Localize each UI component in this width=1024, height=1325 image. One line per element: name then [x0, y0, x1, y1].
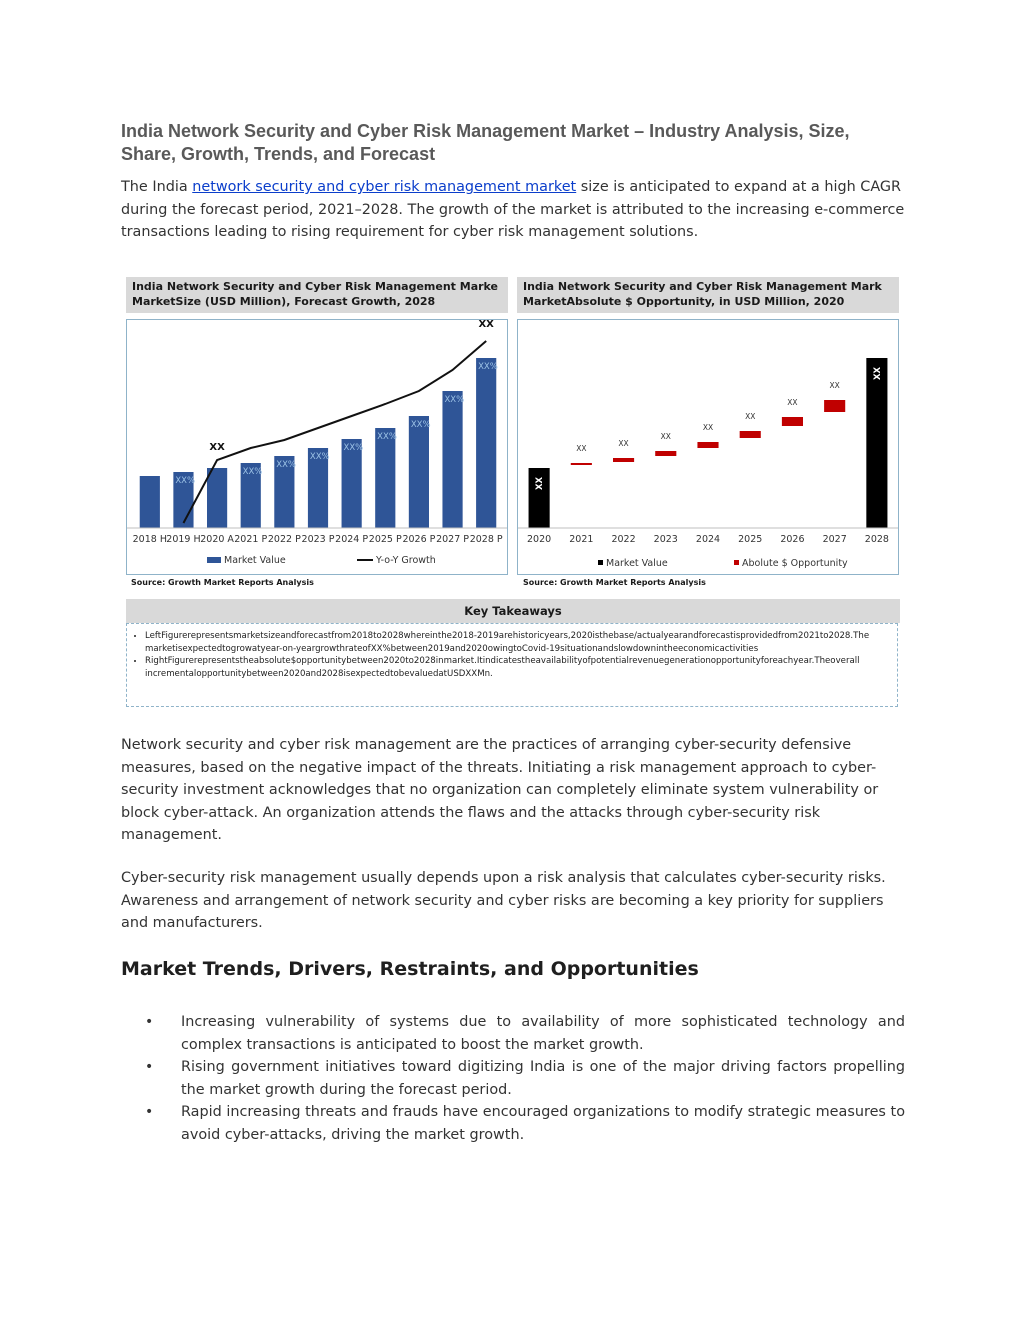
market-value-bar: [207, 468, 227, 528]
opportunity-bar: [782, 417, 803, 426]
bar-label: XX%: [175, 476, 196, 486]
takeaway-item: • RightFigurerepresentstheabsolute$opportunitybetween2020to2028inmarket.Itindicatestheavailabilityofpotentialrevenuegenerationopportunityforeachyear.Theoverall incrementalopportunitybetween2020and2028isexpectedtobevaluedatUSDXXMn.: [145, 655, 893, 680]
drivers-list: [121, 1011, 905, 1146]
line-data-label: XX: [478, 320, 494, 330]
right-chart-title: [517, 277, 899, 313]
section-heading: Market Trends, Drivers, Restraints, and Opportunities: [121, 958, 699, 980]
right-chart-title-line2: MarketAbsolute $ Opportunity, in USD Million, 2020: [523, 295, 845, 308]
key-takeaways-heading: Key Takeaways: [126, 599, 900, 623]
intro-text-start: The India: [121, 179, 193, 195]
opportunity-bar: [613, 458, 634, 462]
legend-swatch-market-value: [598, 560, 603, 565]
legend-swatch-opportunity: [734, 560, 739, 565]
x-tick-label: 2023 P: [301, 534, 335, 545]
left-chart-title-line2: MarketSize (USD Million), Forecast Growth, 2028: [132, 295, 436, 308]
opportunity-bar: [655, 451, 676, 456]
x-tick-label: 2028: [864, 534, 889, 545]
market-value-bar: [140, 476, 160, 528]
x-tick-label: 2026: [780, 534, 805, 545]
right-chart-box: [517, 319, 899, 575]
x-tick-label: 2024: [695, 534, 721, 545]
x-tick-label: 2021 P: [234, 534, 268, 545]
right-source: Source: Growth Market Reports Analysis: [523, 578, 706, 587]
legend-swatch-market-value: [207, 557, 221, 563]
x-tick-label: 2028 P: [469, 534, 503, 545]
x-tick-label: 2026 P: [402, 534, 436, 545]
x-tick-label: 2023: [653, 534, 678, 545]
left-chart-box: [126, 319, 508, 575]
intro-text-end: size is anticipated to expand at a high CAGR during the forecast period, 2021–2028. The growth of the market is attributed to the increasing e-commerce transactions leading to rising requirement for cyber risk management solutions.: [121, 179, 905, 240]
bar-label: XX%: [309, 452, 330, 462]
x-tick-label: 2024 P: [335, 534, 369, 545]
definition-paragraph: Network security and cyber risk management are the practices of arranging cyber-security defensive measures, based on the negative impact of the threats. Initiating a risk management approach to cyber-security investment acknowledges that no organization can completely eliminate system vulnerability or block cyber-attack. An organization attends the flaws and the attacks through cyber-security risk management.: [121, 737, 879, 843]
takeaway-item: • LeftFigurerepresentsmarketsizeandforecastfrom2018to2028whereinthe2018-2019arehistoricyears,2020isthebase/actualyearandforecastisprovidedfrom2021to2028.The marketisexpectedtogrowatyear-on-yeargrowthrateofXX%between2019and2020owingtoCovid-19situationandslowdownintheeconomicactivities: [145, 630, 893, 655]
bar-data-label: XX: [872, 366, 883, 380]
bar-label: XX%: [410, 420, 431, 430]
list-item: • Rapid increasing threats and frauds have encouraged organizations to modify strategic measures to avoid cyber-attacks, driving the market growth.: [121, 1101, 905, 1146]
article: [121, 120, 905, 244]
bar-data-label: XX: [787, 398, 798, 407]
market-value-bar: [476, 358, 496, 528]
list-item: • Rising government initiatives toward digitizing India is one of the major driving factors propelling the market growth during the forecast period.: [121, 1056, 905, 1101]
opportunity-bar: [824, 400, 845, 412]
opportunity-bar: [571, 463, 592, 465]
bar-data-label: XX: [660, 432, 671, 441]
bar-data-label: XX: [829, 381, 840, 390]
list-item: • Increasing vulnerability of systems due to availability of more sophisticated technology and complex transactions is anticipated to boost the market growth.: [121, 1011, 905, 1056]
left-source: Source: Growth Market Reports Analysis: [131, 578, 314, 587]
key-takeaways-box: [126, 623, 898, 707]
legend-label-yoy: Y-o-Y Growth: [376, 555, 436, 566]
bar-label: XX%: [343, 443, 364, 453]
market-figure: [126, 277, 900, 709]
page-title: India Network Security and Cyber Risk Management Market – Industry Analysis, Size, Share, Growth, Trends, and Forecast: [121, 121, 850, 164]
x-tick-label: 2025: [738, 534, 763, 545]
legend-label-opportunity: Abolute $ Opportunity: [742, 558, 848, 569]
left-chart-title-line1: India Network Security and Cyber Risk Management Marke: [132, 280, 499, 293]
bar-label: XX%: [242, 467, 263, 477]
x-tick-label: 2019 H: [166, 534, 201, 545]
x-tick-label: 2018 H: [132, 534, 167, 545]
line-data-label: XX: [209, 442, 225, 453]
bar-label: XX%: [478, 362, 498, 372]
market-link[interactable]: network security and cyber risk management market: [192, 179, 577, 195]
x-tick-label: 2027 P: [436, 534, 470, 545]
x-tick-label: 2020: [527, 534, 552, 545]
yoy-growth-line: [183, 341, 486, 523]
bar-data-label: XX: [702, 423, 714, 432]
legend-label-market-value: Market Value: [224, 555, 286, 566]
bar-label: XX%: [377, 432, 397, 442]
opportunity-bar: [697, 442, 718, 448]
x-tick-label: 2025 P: [368, 534, 402, 545]
legend-label-market-value: Market Value: [606, 558, 668, 569]
bar-data-label: XX: [576, 444, 587, 453]
intro-paragraph: [121, 176, 905, 244]
bar-label: XX%: [444, 395, 465, 405]
x-tick-label: 2022: [611, 534, 636, 545]
market-value-bar: [442, 391, 465, 528]
left-chart-title: [126, 277, 508, 313]
opportunity-bar: [740, 431, 761, 438]
risk-analysis-paragraph: Cyber-security risk management usually depends upon a risk analysis that calculates cyber-security risks. Awareness and arrangement of network security and cyber risks are becoming a key priority for suppliers and manufacturers.: [121, 870, 886, 931]
bar-data-label: XX: [618, 439, 629, 448]
x-tick-label: 2022 P: [267, 534, 301, 545]
bar-label: XX%: [276, 460, 297, 470]
right-chart-title-line1: India Network Security and Cyber Risk Management Mark: [523, 280, 882, 293]
market-value-bar: [375, 428, 395, 528]
market-value-bar: [866, 358, 887, 528]
x-tick-label: 2021: [569, 534, 594, 545]
bar-data-label: XX: [745, 412, 756, 421]
bar-data-label: XX: [535, 476, 546, 490]
market-size-chart: [127, 320, 507, 574]
opportunity-chart: [518, 320, 898, 574]
market-value-bar: [409, 416, 429, 528]
x-tick-label: 2027: [822, 534, 847, 545]
x-tick-label: 2020 A: [200, 534, 234, 545]
